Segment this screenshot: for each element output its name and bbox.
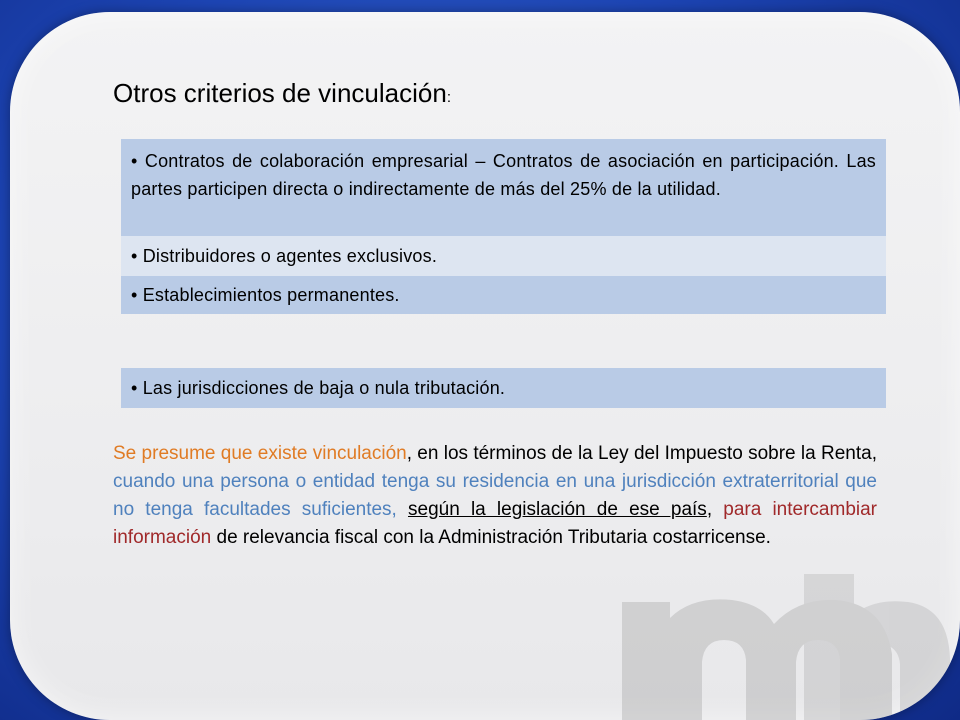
mh-logo-icon (622, 574, 952, 720)
paragraph-legislation-phrase: según la legislación de ese país (408, 499, 707, 520)
presumption-paragraph (113, 440, 877, 552)
paragraph-exchange-phrase: para intercambiar información (113, 499, 877, 548)
bullet-box-establecimientos: • Establecimientos permanentes. (121, 276, 886, 314)
bullet-box-distribuidores: • Distribuidores o agentes exclusivos. (121, 236, 886, 276)
paragraph-closing: de relevancia fiscal con la Administración Tributaria costarricense. (211, 527, 771, 548)
paragraph-residence-condition: cuando una persona o entidad tenga su residencia en una jurisdicción extraterritorial que no tenga facultades suficientes, (113, 471, 877, 520)
slide-title (113, 78, 451, 109)
bullet-box-contratos: • Contratos de colaboración empresarial – Contratos de asociación en participación. Las partes participen directa o indirectamente de más del 25% de la utilidad. (121, 139, 886, 236)
slide-card (10, 12, 960, 720)
bullet-box-jurisdicciones: • Las jurisdicciones de baja o nula tributación. (121, 368, 886, 408)
paragraph-space (397, 499, 408, 520)
slide-title-colon: : (446, 89, 451, 106)
paragraph-law-reference: , en los términos de la Ley del Impuesto sobre la Renta, (406, 443, 877, 464)
paragraph-comma: , (706, 499, 724, 520)
slide-title-text: Otros criterios de vinculación (113, 78, 447, 108)
paragraph-presumption-phrase: Se presume que existe vinculación (113, 443, 407, 464)
